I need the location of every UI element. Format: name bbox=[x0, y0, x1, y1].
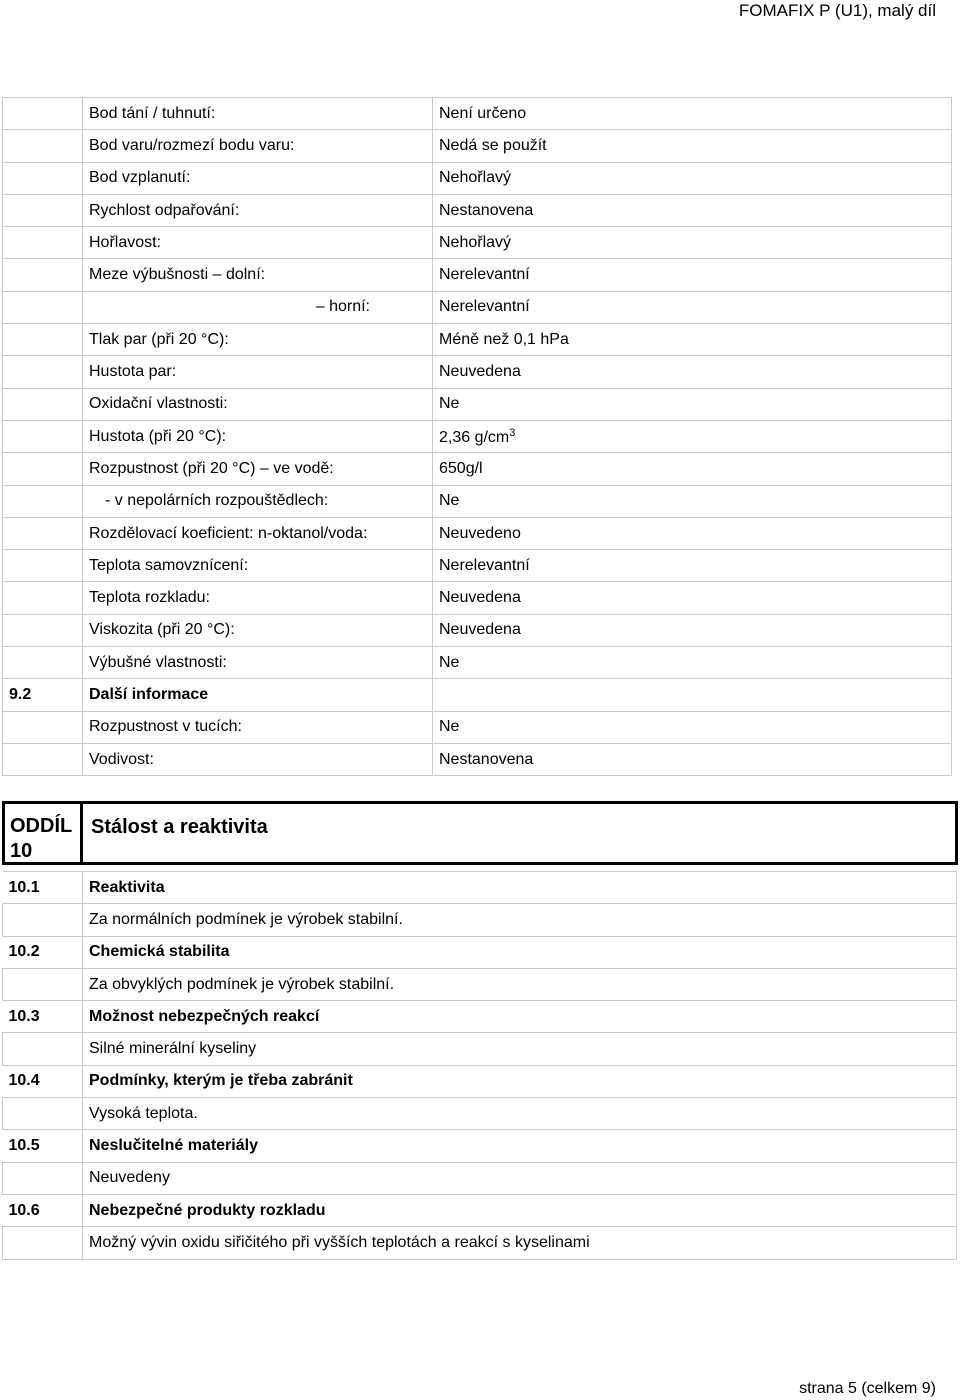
subsection-number: 10.3 bbox=[3, 1001, 83, 1033]
section-title: Stálost a reaktivita bbox=[91, 816, 268, 838]
property-label: Viskozita (při 20 °C): bbox=[83, 614, 433, 646]
property-value: Nestanovena bbox=[433, 194, 952, 226]
table-row bbox=[3, 453, 952, 485]
subsection-title: Možnost nebezpečných reakcí bbox=[83, 1001, 957, 1033]
table-row bbox=[3, 1162, 957, 1194]
table-row bbox=[3, 388, 952, 420]
table-row bbox=[3, 420, 952, 452]
subsection-text: Silné minerální kyseliny bbox=[83, 1033, 957, 1065]
subsection-heading bbox=[3, 1194, 957, 1226]
property-value: Ne bbox=[433, 485, 952, 517]
subsection-title: Podmínky, kterým je třeba zabránit bbox=[83, 1065, 957, 1097]
table-row bbox=[3, 582, 952, 614]
table-row bbox=[3, 485, 952, 517]
subsection-number: 10.2 bbox=[3, 936, 83, 968]
property-label: Bod varu/rozmezí bodu varu: bbox=[83, 130, 433, 162]
property-label: Teplota rozkladu: bbox=[83, 582, 433, 614]
property-value: Neuvedena bbox=[433, 356, 952, 388]
property-value: Nestanovena bbox=[433, 743, 952, 775]
table-row bbox=[3, 550, 952, 582]
property-value: 650g/l bbox=[433, 453, 952, 485]
property-label: Výbušné vlastnosti: bbox=[83, 647, 433, 679]
property-value: Ne bbox=[433, 647, 952, 679]
property-label: - v nepolárních rozpouštědlech: bbox=[83, 485, 433, 517]
table-row bbox=[3, 968, 957, 1000]
subsection-heading bbox=[3, 679, 952, 711]
subsection-heading bbox=[3, 936, 957, 968]
table-row bbox=[3, 356, 952, 388]
table-row bbox=[3, 743, 952, 775]
subsection-number: 10.4 bbox=[3, 1065, 83, 1097]
property-value: Méně než 0,1 hPa bbox=[433, 324, 952, 356]
section-10-header bbox=[2, 801, 958, 865]
page-number: strana 5 (celkem 9) bbox=[799, 1380, 936, 1397]
table-row bbox=[3, 324, 952, 356]
table-row bbox=[3, 647, 952, 679]
property-label: Rozdělovací koeficient: n-oktanol/voda: bbox=[83, 517, 433, 549]
table-row bbox=[3, 291, 952, 323]
property-label: Hustota par: bbox=[83, 356, 433, 388]
property-value: Neuvedena bbox=[433, 582, 952, 614]
property-label: – horní: bbox=[83, 291, 433, 323]
property-value: Není určeno bbox=[433, 98, 952, 130]
table-row bbox=[3, 98, 952, 130]
property-value: Ne bbox=[433, 388, 952, 420]
density-exponent: 3 bbox=[509, 426, 516, 439]
subsection-text: Vysoká teplota. bbox=[83, 1098, 957, 1130]
section-code: ODDÍL 10 bbox=[5, 804, 83, 862]
subsection-text: Za obvyklých podmínek je výrobek stabilní. bbox=[83, 968, 957, 1000]
table-row bbox=[3, 614, 952, 646]
subsection-number: 10.5 bbox=[3, 1130, 83, 1162]
table-row bbox=[3, 517, 952, 549]
subsection-heading bbox=[3, 872, 957, 904]
property-label: Bod tání / tuhnutí: bbox=[83, 98, 433, 130]
density-value: 2,36 g/cm bbox=[439, 428, 510, 446]
property-label: Hořlavost: bbox=[83, 227, 433, 259]
properties-table bbox=[2, 97, 952, 776]
table-row bbox=[3, 259, 952, 291]
subsection-heading bbox=[3, 1001, 957, 1033]
property-label: Tlak par (při 20 °C): bbox=[83, 324, 433, 356]
table-row bbox=[3, 904, 957, 936]
subsection-heading bbox=[3, 1130, 957, 1162]
table-row bbox=[3, 1098, 957, 1130]
subsection-title: Chemická stabilita bbox=[83, 936, 957, 968]
table-row bbox=[3, 227, 952, 259]
subsection-number: 9.2 bbox=[3, 679, 83, 711]
table-row bbox=[3, 162, 952, 194]
subsection-title: Další informace bbox=[83, 679, 433, 711]
property-value: Nehořlavý bbox=[433, 227, 952, 259]
property-label: Hustota (při 20 °C): bbox=[83, 420, 433, 452]
property-value: Neuvedeno bbox=[433, 517, 952, 549]
table-row bbox=[3, 130, 952, 162]
property-label: Vodivost: bbox=[83, 743, 433, 775]
table-row bbox=[3, 1227, 957, 1259]
property-label: Rozpustnost (při 20 °C) – ve vodě: bbox=[83, 453, 433, 485]
property-value: Nehořlavý bbox=[433, 162, 952, 194]
section-10-table bbox=[2, 871, 957, 1260]
property-label: Rozpustnost v tucích: bbox=[83, 711, 433, 743]
subsection-number: 10.1 bbox=[3, 872, 83, 904]
property-value: Nedá se použít bbox=[433, 130, 952, 162]
property-value: Ne bbox=[433, 711, 952, 743]
subsection-title: Reaktivita bbox=[83, 872, 957, 904]
property-value: Nerelevantní bbox=[433, 291, 952, 323]
property-label: Rychlost odpařování: bbox=[83, 194, 433, 226]
subsection-heading bbox=[3, 1065, 957, 1097]
property-label: Bod vzplanutí: bbox=[83, 162, 433, 194]
table-row bbox=[3, 1033, 957, 1065]
subsection-title: Nebezpečné produkty rozkladu bbox=[83, 1194, 957, 1226]
property-label: Meze výbušnosti – dolní: bbox=[83, 259, 433, 291]
subsection-text: Možný vývin oxidu siřičitého při vyšších teplotách a reakcí s kyselinami bbox=[83, 1227, 957, 1259]
subsection-text: Za normálních podmínek je výrobek stabilní. bbox=[83, 904, 957, 936]
property-value: Nerelevantní bbox=[433, 550, 952, 582]
property-value bbox=[433, 420, 952, 452]
document-title: FOMAFIX P (U1), malý díl bbox=[738, 1, 936, 20]
table-row bbox=[3, 711, 952, 743]
table-row bbox=[3, 194, 952, 226]
property-value: Neuvedena bbox=[433, 614, 952, 646]
subsection-number: 10.6 bbox=[3, 1194, 83, 1226]
property-label: Teplota samovznícení: bbox=[83, 550, 433, 582]
property-label: Oxidační vlastnosti: bbox=[83, 388, 433, 420]
subsection-text: Neuvedeny bbox=[83, 1162, 957, 1194]
property-value: Nerelevantní bbox=[433, 259, 952, 291]
subsection-title: Neslučitelné materiály bbox=[83, 1130, 957, 1162]
